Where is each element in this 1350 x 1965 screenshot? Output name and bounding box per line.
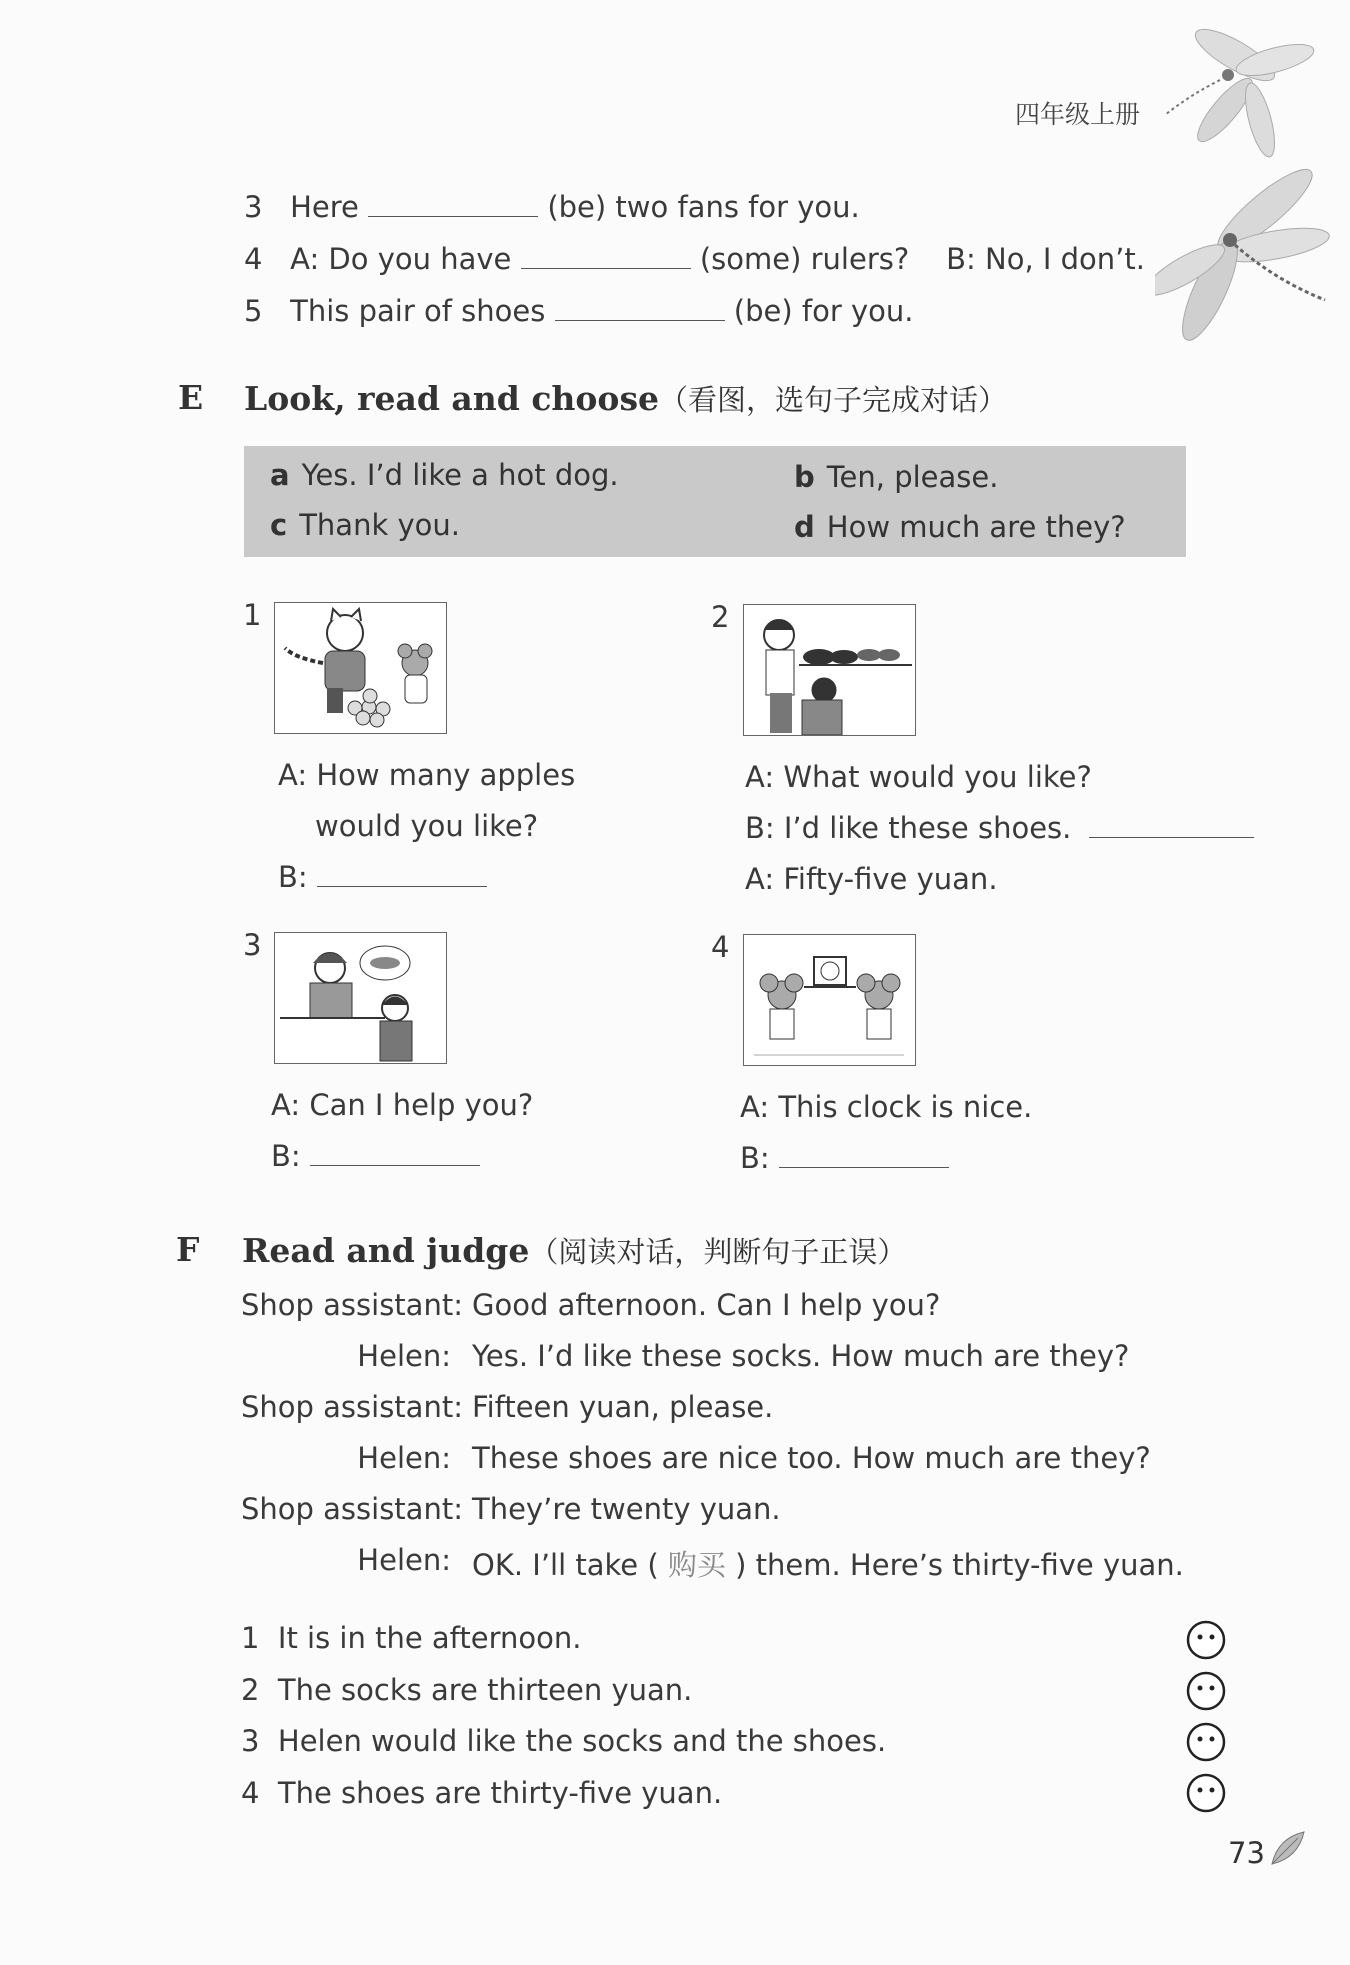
speaker-label: Helen: (357, 1339, 451, 1373)
judge-face-icon[interactable] (1186, 1722, 1226, 1762)
exercise-item: 5 This pair of shoes (be) for you. (244, 294, 914, 328)
answer-blank[interactable] (368, 192, 538, 217)
picture-number: 2 (711, 600, 730, 634)
dragonfly-decoration-icon (1160, 15, 1330, 160)
shop-girl-shoes-icon (744, 605, 915, 735)
dialog-line: A: What would you like? (745, 760, 1092, 794)
cat-and-mouse-icon (275, 603, 446, 733)
dialog-line: B: (278, 860, 487, 894)
grade-label: 四年级上册 (1015, 100, 1141, 129)
picture-shopkeeper-hotdog (274, 932, 447, 1064)
dialog-line: B: I’d like these shoes. (745, 811, 1254, 845)
dialogue-text: These shoes are nice too. How much are they? (472, 1441, 1151, 1475)
picture-number: 3 (243, 928, 262, 962)
dragonfly-decoration-icon (1155, 150, 1330, 360)
speaker-label: Shop assistant: (241, 1288, 463, 1322)
section-title: Look, read and choose (244, 379, 660, 418)
speaker-label: Shop assistant: (241, 1390, 463, 1424)
judge-face-icon[interactable] (1186, 1620, 1226, 1660)
option-d: d How much are they? (794, 510, 1126, 544)
judge-face-icon[interactable] (1186, 1671, 1226, 1711)
option-b: b Ten, please. (794, 460, 999, 494)
picture-number: 4 (711, 930, 730, 964)
picture-mice-clock (743, 934, 916, 1066)
option-a: a Yes. I’d like a hot dog. (270, 458, 619, 492)
section-title-cn: （阅读对话，判断句子正误） (529, 1235, 907, 1269)
dialogue-text: Fifteen yuan, please. (472, 1390, 774, 1424)
exercise-item: 4 A: Do you have (some) rulers? B: No, I don’t. (244, 242, 1145, 276)
page-number: 73 (1228, 1836, 1265, 1870)
section-letter: E (178, 378, 204, 417)
option-c: c Thank you. (270, 508, 460, 542)
options-box (244, 446, 1186, 557)
picture-cat-mouse-apples (274, 602, 447, 734)
statement-item: 2 The socks are thirteen yuan. (241, 1673, 693, 1707)
section-title-cn: （看图，选句子完成对话） (659, 383, 1008, 417)
shopkeeper-boy-icon (275, 933, 446, 1063)
section-heading (244, 378, 1007, 419)
answer-blank[interactable] (1089, 813, 1254, 838)
dialogue-text: They’re twenty yuan. (472, 1492, 781, 1526)
answer-blank[interactable] (310, 1141, 480, 1166)
leaf-decoration-icon (1268, 1828, 1308, 1868)
statement-item: 3 Helen would like the socks and the shoes. (241, 1724, 887, 1758)
dialogue-text: Yes. I’d like these socks. How much are they? (472, 1339, 1130, 1373)
dialog-line: B: (271, 1139, 480, 1173)
speaker-label: Helen: (357, 1543, 451, 1577)
answer-blank[interactable] (779, 1143, 949, 1168)
answer-blank[interactable] (521, 244, 691, 269)
chinese-gloss: 购买 (658, 1548, 736, 1582)
statement-item: 1 It is in the afternoon. (241, 1621, 582, 1655)
dialog-line: A: Fifty-five yuan. (745, 862, 998, 896)
section-title: Read and judge (242, 1231, 530, 1270)
dialog-line: B: (740, 1141, 949, 1175)
dialog-line: would you like? (315, 809, 539, 843)
speaker-label: Shop assistant: (241, 1492, 463, 1526)
answer-blank[interactable] (317, 862, 487, 887)
dialogue-text: Good afternoon. Can I help you? (472, 1288, 941, 1322)
dialog-line: A: This clock is nice. (740, 1090, 1033, 1124)
two-mice-clock-icon (744, 935, 915, 1065)
statement-item: 4 The shoes are thirty-five yuan. (241, 1776, 723, 1810)
speaker-label: Helen: (357, 1441, 451, 1475)
dialog-line: A: How many apples (278, 758, 576, 792)
picture-number: 1 (243, 598, 262, 632)
section-letter: F (176, 1230, 200, 1269)
picture-girl-shoes (743, 604, 916, 736)
judge-face-icon[interactable] (1186, 1773, 1226, 1813)
exercise-item: 3 Here (be) two fans for you. (244, 190, 860, 224)
section-heading (242, 1230, 906, 1271)
answer-blank[interactable] (555, 296, 725, 321)
dialogue-text: OK. I’ll take ( 购买 ) them. Here’s thirty-five yuan. (472, 1548, 1184, 1582)
dialog-line: A: Can I help you? (271, 1088, 534, 1122)
